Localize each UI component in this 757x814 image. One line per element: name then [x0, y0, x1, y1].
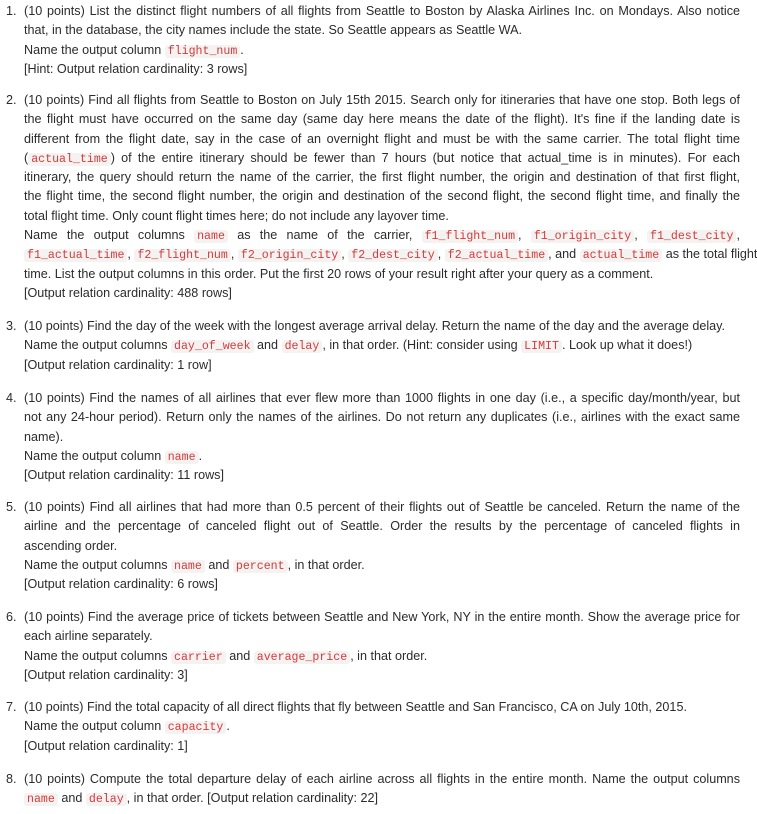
- text-run: [Output relation cardinality: 3]: [24, 667, 188, 682]
- question-text: [24, 389, 740, 485]
- inline-code: LIMIT: [521, 340, 562, 353]
- question-number: 8.: [6, 772, 17, 786]
- text-line: [24, 389, 740, 408]
- inline-code: actual_time: [580, 249, 663, 262]
- text-line: [24, 428, 740, 447]
- text-run: as the total flight: [662, 247, 757, 262]
- question-number: 2.: [6, 93, 17, 107]
- inline-code: name: [24, 793, 58, 806]
- text-line: [24, 110, 740, 129]
- text-line: [24, 770, 740, 789]
- inline-code: name: [194, 230, 228, 243]
- inline-code: percent: [233, 560, 288, 573]
- text-line: [24, 575, 740, 594]
- text-run: Name the output columns: [24, 228, 195, 243]
- text-line: [24, 317, 740, 336]
- question-number: 4.: [6, 391, 17, 405]
- text-line: [24, 226, 740, 245]
- text-run: Name the output columns: [24, 648, 172, 663]
- inline-code: f2_origin_city: [238, 249, 341, 262]
- text-run: , in that order. [Output relation cardinality: 22]: [126, 791, 378, 806]
- text-run: time. List the output columns in this order. Put the first 20 rows of your result right after your query as a comment.: [24, 266, 654, 281]
- question-text: [24, 770, 740, 809]
- text-run: the flight must have occurred on the same day (same day here means the date of the flight). It's fine if the landing date is: [24, 112, 740, 127]
- text-line: [24, 647, 740, 666]
- text-line: [24, 60, 740, 79]
- text-run: (10 points) Find all airlines that had more than 0.5 percent of their flights out of Seattle be canceled. Return the name of the: [24, 500, 740, 514]
- text-line: [24, 717, 740, 736]
- text-run: ,: [437, 247, 445, 262]
- text-line: [24, 41, 740, 60]
- inline-code: f1_dest_city: [647, 230, 737, 243]
- text-run: Name the output columns: [24, 338, 172, 353]
- text-run: , and: [548, 247, 580, 262]
- inline-code: actual_time: [28, 153, 111, 166]
- text-run: ) of the entire itinerary should be fewer than 7 hours (but notice that actual_time is in minutes). For each: [110, 150, 740, 165]
- text-run: .: [240, 42, 244, 57]
- text-line: [24, 91, 740, 110]
- text-line: [24, 245, 757, 264]
- text-run: Name the output column: [24, 719, 165, 734]
- question-text: [24, 498, 740, 594]
- text-run: (10 points) List the distinct flight numbers of all flights from Seattle to Boston by Alaska Airlines Inc. on Mondays. Also notice: [24, 4, 740, 18]
- question-number: 1.: [6, 4, 17, 18]
- text-run: airline and the percentage of canceled flight out of Seattle. Order the results by the percentage of canceled flights in: [24, 519, 740, 534]
- inline-code: f2_flight_num: [134, 249, 230, 262]
- text-line: [24, 187, 740, 206]
- text-run: and: [253, 338, 282, 353]
- inline-code: name: [171, 560, 205, 573]
- text-line: [24, 737, 740, 756]
- inline-code: f1_origin_city: [531, 230, 634, 243]
- question-text: [24, 91, 757, 303]
- text-run: ,: [127, 247, 135, 262]
- text-run: itinerary, the query should return the name of the carrier, the first flight number, the origin and destination of that first flight,: [24, 170, 740, 185]
- inline-code: delay: [86, 793, 127, 806]
- inline-code: f2_actual_time: [445, 249, 548, 262]
- text-run: Name the output column: [24, 448, 165, 463]
- text-run: each airline separately.: [24, 629, 153, 644]
- inline-code: day_of_week: [171, 340, 254, 353]
- text-line: [24, 408, 740, 427]
- question-number: 5.: [6, 500, 17, 514]
- text-line: [24, 537, 740, 556]
- text-run: . Look up what it does!): [561, 338, 693, 353]
- inline-code: f1_flight_num: [422, 230, 518, 243]
- text-run: (10 points) Find the day of the week with the longest average arrival delay. Return the name of the day and the average delay.: [24, 319, 726, 333]
- text-line: [24, 130, 740, 149]
- text-run: name).: [24, 429, 64, 444]
- text-line: [24, 284, 740, 303]
- text-line: [24, 498, 740, 517]
- text-line: [24, 789, 740, 808]
- question-number: 7.: [6, 700, 17, 714]
- text-run: not any 24-hour period). Return only the names of the airlines. Do not return any duplicates (i.e., airlines with the exact same: [24, 410, 740, 425]
- text-run: and: [57, 791, 86, 806]
- inline-code: average_price: [254, 651, 350, 664]
- text-line: [24, 21, 740, 40]
- text-run: (10 points) Find all flights from Seattle to Boston on July 15th 2015. Search only for itineraries that have one stop. Both legs of: [24, 93, 740, 107]
- text-run: , in that order. (Hint: consider using: [322, 338, 522, 353]
- inline-code: carrier: [171, 651, 226, 664]
- text-run: [Output relation cardinality: 11 rows]: [24, 468, 224, 483]
- text-line: [24, 336, 740, 355]
- text-run: [Output relation cardinality: 6 rows]: [24, 577, 218, 592]
- text-line: [24, 627, 740, 646]
- text-run: [Output relation cardinality: 1]: [24, 738, 188, 753]
- inline-code: f1_actual_time: [24, 249, 127, 262]
- text-run: and: [225, 648, 254, 663]
- text-line: [24, 207, 740, 226]
- text-line: [24, 698, 740, 717]
- question-text: [24, 2, 740, 79]
- text-run: Name the output column: [24, 42, 165, 57]
- text-line: [24, 517, 740, 536]
- text-run: (: [24, 150, 29, 165]
- text-run: [Output relation cardinality: 1 row]: [24, 357, 212, 372]
- text-run: , in that order.: [287, 557, 365, 572]
- inline-code: name: [165, 451, 199, 464]
- question-text: [24, 608, 740, 685]
- text-run: that, in the database, the city names include the state. So Seattle appears as Seattle WA.: [24, 23, 522, 38]
- text-run: and: [204, 557, 233, 572]
- text-run: total flight time. Only count flight times here; do not include any layover time.: [24, 208, 449, 223]
- text-run: (10 points) Compute the total departure delay of each airline across all flights in the entire month. Name the output columns: [24, 772, 740, 786]
- text-run: [Hint: Output relation cardinality: 3 rows]: [24, 61, 248, 76]
- text-line: [24, 447, 740, 466]
- text-run: ,: [230, 247, 238, 262]
- text-line: [24, 608, 740, 627]
- text-line: [24, 556, 740, 575]
- inline-code: f2_dest_city: [348, 249, 438, 262]
- text-run: the flight time, the second flight number, the origin and destination of the second flight, the second flight time, and finally the: [24, 189, 740, 204]
- text-run: .: [226, 719, 230, 734]
- text-run: (10 points) Find the total capacity of all direct flights that fly between Seattle and San Francisco, CA on July 10th, 2015.: [24, 700, 687, 714]
- text-run: [Output relation cardinality: 488 rows]: [24, 285, 232, 300]
- text-run: .: [198, 448, 203, 463]
- text-run: (10 points) Find the names of all airlines that ever flew more than 1000 flights in one day (i.e., a specific day/month/year, but: [24, 391, 740, 405]
- question-text: [24, 317, 740, 375]
- text-line: [24, 666, 740, 685]
- text-line: [24, 356, 740, 375]
- text-run: ,: [736, 228, 740, 243]
- text-line: [24, 265, 740, 284]
- text-run: (10 points) Find the average price of tickets between Seattle and New York, NY in the entire month. Show the average price for: [24, 610, 740, 624]
- text-run: Name the output columns: [24, 557, 172, 572]
- text-line: [24, 466, 740, 485]
- question-number: 3.: [6, 319, 17, 333]
- text-run: ,: [341, 247, 349, 262]
- inline-code: flight_num: [165, 45, 241, 58]
- text-line: [24, 168, 740, 187]
- inline-code: capacity: [165, 721, 227, 734]
- inline-code: delay: [282, 340, 323, 353]
- text-run: as the name of the carrier,: [227, 228, 422, 243]
- text-line: [24, 149, 740, 168]
- question-number: 6.: [6, 610, 17, 624]
- text-run: different from the flight date, say in the case of an overnight flight and must be with the same carrier. The total flight time: [24, 131, 740, 146]
- question-text: [24, 698, 740, 756]
- text-run: ascending order.: [24, 538, 118, 553]
- text-run: ,: [518, 228, 531, 243]
- text-line: [24, 2, 740, 21]
- text-run: , in that order.: [350, 648, 428, 663]
- text-run: ,: [634, 228, 647, 243]
